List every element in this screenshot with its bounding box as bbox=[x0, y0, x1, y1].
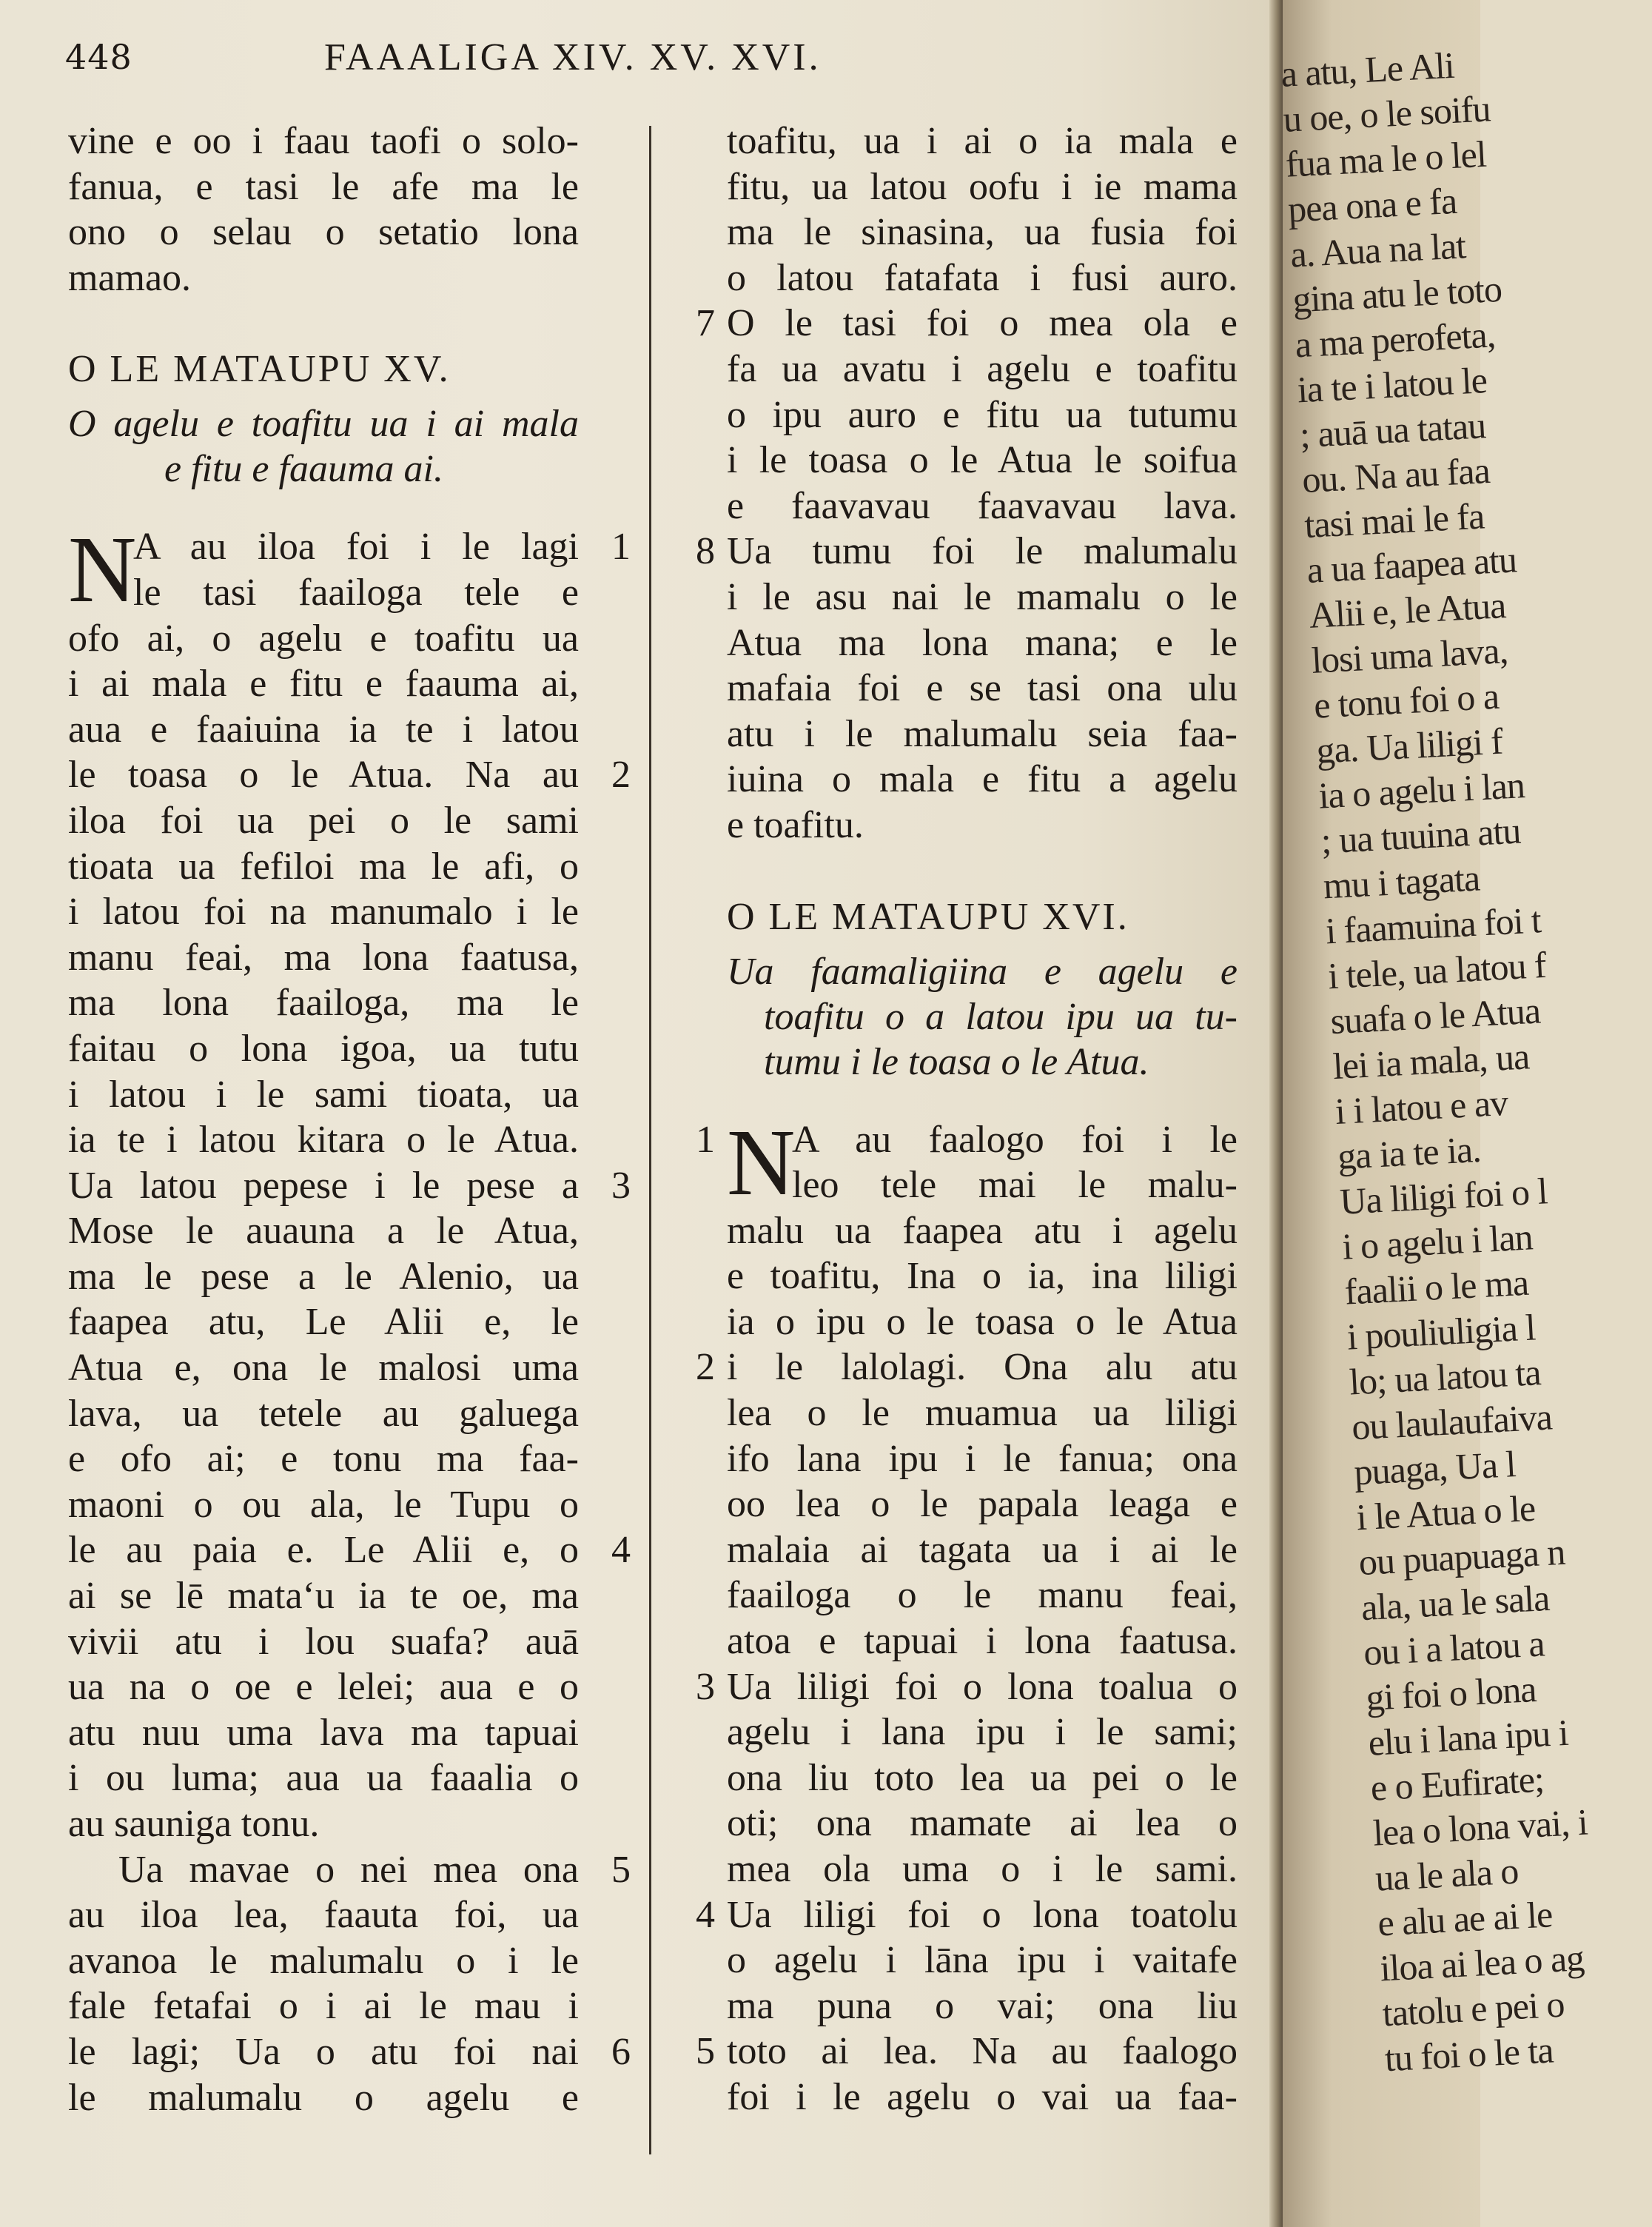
line-text: i latou foi na manumalo i le bbox=[68, 891, 579, 934]
verse-number: 5 bbox=[696, 2030, 715, 2073]
text-line bbox=[727, 2074, 1238, 2120]
text-line bbox=[68, 980, 579, 1026]
line-text: i le toasa o le Atua le soifua bbox=[727, 439, 1238, 482]
line-text: e ofo ai; e tonu ma faa- bbox=[68, 1438, 579, 1481]
line-text: ofo ai, o agelu e toafitu ua bbox=[68, 617, 579, 660]
text-line bbox=[727, 1573, 1238, 1618]
line-text: le lagi; Ua o atu foi nai bbox=[68, 2030, 579, 2073]
text-line bbox=[68, 935, 579, 981]
line-text: i ai mala e fitu e faauma ai, bbox=[68, 663, 579, 706]
adjacent-line: ; auā ua tatau bbox=[1298, 404, 1487, 456]
line-text: i le lalolagi. Ona alu atu bbox=[727, 1346, 1238, 1389]
text-line bbox=[68, 2075, 579, 2121]
text-line bbox=[696, 2029, 1238, 2074]
text-line bbox=[68, 1892, 579, 1938]
text-line bbox=[68, 164, 579, 210]
line-text: Atua ma lona mana; e le bbox=[727, 621, 1238, 664]
line-text: Ua mavae o nei mea ona bbox=[118, 1848, 579, 1891]
adjacent-line: iloa ai lea o ag bbox=[1379, 1937, 1585, 1989]
line-text: o latou fatafata i fusi auro. bbox=[727, 256, 1238, 299]
adjacent-line: i i latou e av bbox=[1334, 1081, 1509, 1132]
adjacent-line: ou puapuaga n bbox=[1357, 1530, 1566, 1584]
book-gutter bbox=[1269, 0, 1283, 2227]
column-divider bbox=[649, 126, 651, 2154]
chapter-body bbox=[68, 517, 631, 2120]
line-text: faitau o lona igoa, ua tutu bbox=[68, 1027, 579, 1070]
adjacent-line: e o Eufirate; bbox=[1369, 1758, 1545, 1809]
text-line bbox=[68, 1801, 579, 1847]
text-line bbox=[68, 889, 579, 935]
text-line bbox=[68, 1026, 579, 1072]
text-line bbox=[68, 118, 579, 164]
text-line bbox=[68, 707, 579, 753]
line-text: e faavavau faavavau lava. bbox=[727, 484, 1238, 527]
line-text: lava, ua tetele au galuega bbox=[68, 1392, 579, 1435]
adjacent-line: e alu ae ai le bbox=[1376, 1893, 1554, 1944]
line-text: e toafitu. bbox=[727, 803, 864, 846]
drop-cap: N bbox=[68, 517, 137, 623]
adjacent-line: puaga, Ua l bbox=[1353, 1442, 1517, 1493]
text-line bbox=[68, 210, 579, 255]
text-line bbox=[727, 483, 1238, 529]
text-line bbox=[68, 1163, 631, 1209]
text-line bbox=[727, 1527, 1238, 1573]
text-line bbox=[68, 1117, 579, 1163]
line-text: toto ai lea. Na au faalogo bbox=[727, 2030, 1238, 2073]
text-line bbox=[727, 666, 1238, 711]
text-line bbox=[727, 757, 1238, 803]
adjacent-line: ou. Na au faa bbox=[1300, 449, 1491, 501]
line-text: o agelu i lāna ipu i vaitafe bbox=[727, 1939, 1238, 1982]
text-line bbox=[727, 711, 1238, 757]
line-text: fitu, ua latou oofu i ie mama bbox=[727, 165, 1238, 208]
line-text: iloa foi ua pei o le sami bbox=[68, 799, 579, 842]
verse-number: 4 bbox=[696, 1893, 715, 1936]
text-line bbox=[727, 1299, 1238, 1345]
adjacent-line: i tele, ua latou f bbox=[1326, 943, 1547, 997]
chapter-heading: O LE MATAUPU XVI. bbox=[727, 895, 1129, 938]
text-line bbox=[68, 255, 579, 301]
verse-number: 3 bbox=[611, 1164, 631, 1207]
text-line bbox=[696, 1117, 1238, 1163]
text-line bbox=[696, 1344, 1238, 1390]
text-line bbox=[68, 752, 631, 798]
verse-number: 1 bbox=[696, 1118, 715, 1161]
text-line bbox=[68, 1254, 579, 1300]
line-text: lea o le muamua ua liligi bbox=[727, 1392, 1238, 1435]
line-text: e toafitu, Ina o ia, ina liligi bbox=[727, 1255, 1238, 1298]
text-line bbox=[696, 529, 1238, 575]
verse-number: 7 bbox=[696, 302, 715, 345]
adjacent-line: ala, ua le sala bbox=[1360, 1576, 1551, 1629]
text-line bbox=[727, 620, 1238, 666]
drop-cap: N bbox=[727, 1109, 796, 1215]
line-text: ifo lana ipu i le fanua; ona bbox=[727, 1437, 1238, 1480]
text-line bbox=[68, 661, 579, 707]
text-line bbox=[727, 1709, 1238, 1755]
adjacent-line: gi foi o lona bbox=[1365, 1667, 1537, 1718]
text-line bbox=[68, 1938, 579, 1984]
adjacent-line: ia o agelu i lan bbox=[1317, 764, 1526, 817]
chapter-summary: e fitu e faauma ai. bbox=[164, 448, 443, 491]
text-line bbox=[68, 524, 631, 570]
adjacent-line: ia te i latou le bbox=[1296, 359, 1488, 411]
chapter-summary: Ua faamaligiina e agelu e bbox=[727, 950, 1238, 993]
line-text: ma le sinasina, ua fusia foi bbox=[727, 211, 1238, 254]
text-line bbox=[727, 118, 1238, 164]
line-text: Mose le auauna a le Atua, bbox=[68, 1210, 579, 1253]
adjacent-line: ou laulaufaiva bbox=[1350, 1396, 1554, 1448]
chapter-heading: O LE MATAUPU XV. bbox=[68, 348, 451, 391]
adjacent-line: gina atu le toto bbox=[1292, 267, 1503, 321]
text-line bbox=[727, 438, 1238, 483]
chapter-body bbox=[696, 1109, 1238, 2120]
text-line bbox=[68, 1072, 579, 1118]
line-text: toafitu, ua i ai o ia mala e bbox=[727, 120, 1238, 162]
line-text: avanoa le malumalu o i le bbox=[68, 1939, 579, 1982]
text-line bbox=[68, 798, 579, 844]
text-line bbox=[696, 301, 1238, 346]
adjacent-line: ua le ala o bbox=[1374, 1849, 1520, 1899]
text-line bbox=[68, 1436, 579, 1482]
adjacent-line: losi uma lava, bbox=[1310, 629, 1509, 681]
line-text: au sauniga tonu. bbox=[68, 1803, 320, 1845]
text-line bbox=[727, 1253, 1238, 1299]
text-line bbox=[727, 210, 1238, 255]
line-text: atu nuu uma lava ma tapuai bbox=[68, 1711, 579, 1754]
text-line bbox=[68, 616, 579, 662]
text-line bbox=[727, 1208, 1238, 1254]
right-column bbox=[696, 118, 1238, 2120]
text-line bbox=[68, 1345, 579, 1391]
adjacent-line: suafa o le Atua bbox=[1329, 989, 1542, 1042]
line-text: le au paia e. Le Alii e, o bbox=[68, 1529, 579, 1572]
text-line bbox=[727, 1618, 1238, 1664]
adjacent-line: i o agelu i lan bbox=[1341, 1216, 1534, 1267]
line-text: ma le pese a le Alenio, ua bbox=[68, 1255, 579, 1298]
text-line bbox=[68, 1755, 579, 1801]
line-text: vine e oo i faau taofi o solo- bbox=[68, 120, 579, 162]
adjacent-line: elu i lana ipu i bbox=[1367, 1711, 1569, 1764]
line-text: Atua e, ona le malosi uma bbox=[68, 1347, 579, 1390]
line-text: Ua tumu foi le malumalu bbox=[727, 530, 1238, 573]
text-line bbox=[727, 346, 1238, 392]
adjacent-line: ou i a latou a bbox=[1362, 1622, 1545, 1673]
adjacent-line: fua ma le o lel bbox=[1284, 133, 1488, 185]
line-text: faapea atu, Le Alii e, le bbox=[68, 1301, 579, 1344]
line-text: agelu i lana ipu i le sami; bbox=[727, 1711, 1238, 1754]
verse-number: 8 bbox=[696, 530, 715, 573]
adjacent-page bbox=[1280, 0, 1588, 2227]
line-text: faailoga o le manu feai, bbox=[727, 1574, 1238, 1617]
line-text: ia o ipu o le toasa o le Atua bbox=[727, 1300, 1238, 1343]
adjacent-line: a ua faapea atu bbox=[1306, 538, 1518, 592]
line-text: o ipu auro e fitu ua tutumu bbox=[727, 393, 1238, 436]
adjacent-line: ga ia te ia. bbox=[1336, 1128, 1482, 1177]
line-text: i le asu nai le mamalu o le bbox=[727, 575, 1238, 618]
adjacent-line: a. Aua na lat bbox=[1289, 224, 1467, 275]
line-text: malu ua faapea atu i agelu bbox=[727, 1209, 1238, 1252]
text-line bbox=[727, 1938, 1238, 1983]
text-line bbox=[727, 392, 1238, 438]
text-line bbox=[68, 844, 579, 890]
adjacent-page-text bbox=[1280, 38, 1652, 2081]
line-text: Ua latou pepese i le pese a bbox=[68, 1164, 579, 1207]
text-line bbox=[68, 1299, 579, 1345]
page-number: 448 bbox=[65, 37, 132, 77]
line-text: ma puna o vai; ona liu bbox=[727, 1984, 1238, 2027]
adjacent-line: u oe, o le soifu bbox=[1282, 87, 1491, 140]
chapter-summary: toafitu o a latou ipu ua tu- bbox=[764, 995, 1238, 1038]
line-text: Ua liligi foi o lona toalua o bbox=[727, 1665, 1238, 1708]
line-text: ona liu toto lea ua pei o le bbox=[727, 1756, 1238, 1799]
text-line bbox=[727, 1436, 1238, 1482]
adjacent-line: ga. Ua liligi f bbox=[1314, 720, 1504, 771]
text-line bbox=[727, 164, 1238, 210]
line-text: ai se lē mata‘u ia te oe, ma bbox=[68, 1575, 579, 1618]
text-line bbox=[727, 1801, 1238, 1846]
line-text: A au iloa foi i le lagi bbox=[133, 526, 579, 569]
text-line bbox=[68, 1710, 579, 1756]
line-text: maoni o ou ala, le Tupu o bbox=[68, 1483, 579, 1526]
line-text: ua na o oe e lelei; aua e o bbox=[68, 1666, 579, 1709]
text-line bbox=[727, 575, 1238, 620]
line-text: le tasi faailoga tele e bbox=[133, 571, 579, 614]
adjacent-line: Ua liligi foi o l bbox=[1338, 1170, 1548, 1222]
adjacent-line: pea ona e fa bbox=[1286, 179, 1458, 230]
line-text: le toasa o le Atua. Na au bbox=[68, 754, 579, 797]
adjacent-line: i pouliuligia l bbox=[1346, 1306, 1537, 1358]
text-line bbox=[68, 2029, 631, 2075]
text-line bbox=[68, 1391, 579, 1437]
line-text: O le tasi foi o mea ola e bbox=[727, 302, 1238, 345]
adjacent-line: lea o lona vai, i bbox=[1371, 1801, 1588, 1854]
adjacent-line: faalii o le ma bbox=[1343, 1261, 1530, 1313]
chapter-summary: O agelu e toafitu ua i ai mala bbox=[68, 403, 579, 446]
line-text: leo tele mai le malu- bbox=[792, 1164, 1238, 1207]
line-text: le malumalu o agelu e bbox=[68, 2076, 579, 2119]
line-text: fanua, e tasi le afe ma le bbox=[68, 165, 579, 208]
line-text: mea ola uma o i le sami. bbox=[727, 1848, 1238, 1890]
line-text: malaia ai tagata ua i ai le bbox=[727, 1528, 1238, 1571]
verse-number: 5 bbox=[611, 1848, 631, 1891]
line-text: tioata ua fefiloi ma le afi, o bbox=[68, 845, 579, 888]
verse-number: 2 bbox=[696, 1346, 715, 1389]
line-text: iuina o mala e fitu a agelu bbox=[727, 758, 1238, 801]
text-line bbox=[727, 1481, 1238, 1527]
verse-number: 3 bbox=[696, 1665, 715, 1708]
line-text: foi i le agelu o vai ua faa- bbox=[727, 2075, 1238, 2118]
text-line bbox=[727, 1846, 1238, 1892]
text-line bbox=[68, 1208, 579, 1254]
verse-number: 4 bbox=[611, 1529, 631, 1572]
text-line bbox=[727, 1162, 1238, 1208]
line-text: manu feai, ma lona faatusa, bbox=[68, 936, 579, 979]
adjacent-line: lo; ua latou ta bbox=[1348, 1351, 1542, 1403]
adjacent-line: a ma perofeta, bbox=[1294, 313, 1497, 366]
text-line bbox=[727, 255, 1238, 301]
adjacent-line: i faamuina foi t bbox=[1324, 899, 1542, 952]
verse-number: 1 bbox=[611, 526, 631, 569]
text-line bbox=[727, 1755, 1238, 1801]
text-line bbox=[696, 1664, 1238, 1710]
adjacent-line: i le Atua o le bbox=[1355, 1487, 1537, 1538]
line-text: oti; ona mamate ai lea o bbox=[727, 1802, 1238, 1845]
text-line bbox=[68, 1527, 631, 1573]
text-line bbox=[68, 1664, 579, 1710]
text-line bbox=[727, 1390, 1238, 1436]
text-line bbox=[68, 1573, 579, 1619]
text-line bbox=[68, 1482, 579, 1528]
text-line bbox=[68, 570, 579, 616]
line-text: aua e faaiuina ia te i latou bbox=[68, 708, 579, 751]
adjacent-line: ; ua tuuina atu bbox=[1320, 809, 1522, 862]
adjacent-line: lei ia mala, ua bbox=[1332, 1035, 1531, 1088]
line-text: au iloa lea, faauta foi, ua bbox=[68, 1894, 579, 1937]
text-line bbox=[68, 1847, 631, 1893]
text-line bbox=[68, 1619, 579, 1665]
adjacent-line: tasi mai le fa bbox=[1303, 495, 1485, 546]
line-text: ono o selau o setatio lona bbox=[68, 211, 579, 254]
line-text: ma lona faailoga, ma le bbox=[68, 982, 579, 1025]
line-text: oo lea o le papala leaga e bbox=[727, 1483, 1238, 1526]
page-header bbox=[65, 30, 976, 81]
adjacent-line: mu i tagata bbox=[1322, 857, 1481, 907]
text-line bbox=[727, 1983, 1238, 2029]
line-text: vivii atu i lou suafa? auā bbox=[68, 1620, 579, 1663]
running-title: FAAALIGA XIV. XV. XVI. bbox=[324, 36, 822, 78]
verse-number: 2 bbox=[611, 754, 631, 797]
line-text: i ou luma; aua ua faaalia o bbox=[68, 1757, 579, 1800]
line-text: fale fetafai o i ai le mau i bbox=[68, 1985, 579, 2028]
line-text: ia te i latou kitara o le Atua. bbox=[68, 1119, 579, 1162]
text-line bbox=[727, 803, 1238, 848]
line-text: i latou i le sami tioata, ua bbox=[68, 1073, 579, 1116]
adjacent-line: tu foi o le ta bbox=[1383, 2029, 1554, 2080]
adjacent-line: e tonu foi o a bbox=[1312, 674, 1500, 726]
left-column bbox=[68, 118, 631, 2120]
adjacent-line: Alii e, le Atua bbox=[1308, 584, 1507, 636]
line-text: Ua liligi foi o lona toatolu bbox=[727, 1893, 1238, 1936]
line-text: A au faalogo foi i le bbox=[792, 1118, 1238, 1161]
line-text: fa ua avatu i agelu e toafitu bbox=[727, 347, 1238, 390]
line-text: atoa e tapuai i lona faatusa. bbox=[727, 1620, 1238, 1663]
verse-number: 6 bbox=[611, 2030, 631, 2073]
line-text: mamao. bbox=[68, 256, 192, 299]
adjacent-line: a atu, Le Ali bbox=[1280, 44, 1455, 95]
text-line bbox=[68, 1983, 579, 2029]
line-text: mafaia foi e se tasi ona ulu bbox=[727, 667, 1238, 710]
chapter-summary: tumu i le toasa o le Atua. bbox=[764, 1040, 1149, 1083]
adjacent-line: tatolu e pei o bbox=[1381, 1983, 1565, 2035]
line-text: atu i le malumalu seia faa- bbox=[727, 712, 1238, 755]
text-line bbox=[696, 1892, 1238, 1938]
